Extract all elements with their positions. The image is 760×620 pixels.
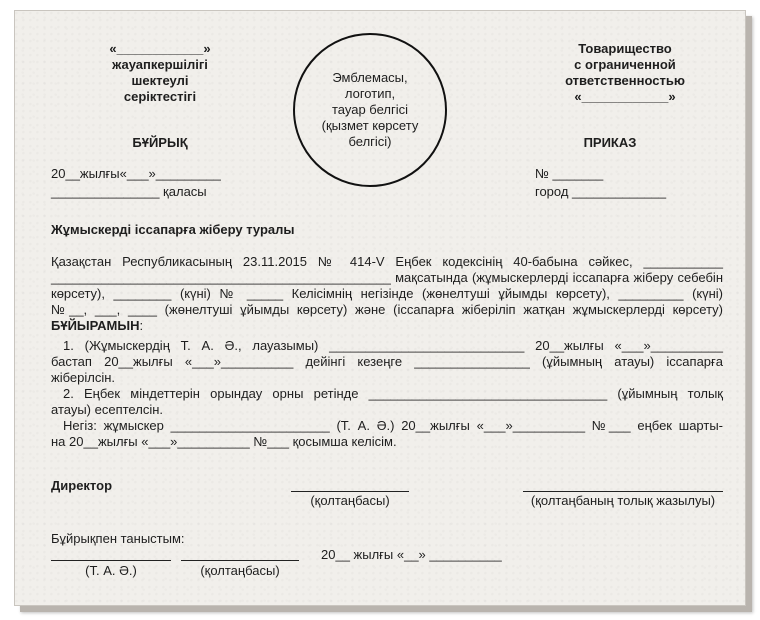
p2-line3: жіберілсін.: [51, 370, 115, 385]
emblem-line2: логотип,: [344, 86, 396, 101]
acquainted-signature-line: [181, 560, 299, 561]
order-date-kz: 20__жылғы«___»_________: [51, 166, 221, 181]
director-signature-line: [291, 491, 409, 492]
right-header: [535, 41, 715, 105]
acquainted-signature-caption: (қолтаңбасы): [200, 563, 280, 578]
right-header-line2: с ограниченной: [574, 57, 676, 72]
order-title-ru: ПРИКАЗ: [583, 135, 637, 150]
order-title-kz: БҰЙРЫҚ: [132, 135, 188, 150]
right-header-line3: ответственностью: [565, 73, 685, 88]
emblem-placeholder: [293, 33, 447, 187]
document-page: [14, 10, 746, 606]
order-word-line: [51, 318, 723, 334]
order-city-kz: _______________ қаласы: [51, 184, 207, 199]
emblem-line5: белгісі): [348, 134, 392, 149]
body-items: [51, 338, 723, 450]
left-header-line1: жауапкершілігі: [112, 57, 208, 72]
order-number-ru: № _______: [535, 166, 604, 181]
emblem-line4: (қызмет көрсету: [321, 118, 419, 133]
acquainted-label: Бұйрықпен таныстым:: [51, 531, 185, 546]
director-signature-caption: (қолтаңбасы): [310, 493, 390, 508]
acquainted-date-line: 20__ жылғы «__» __________: [321, 547, 502, 562]
director-label: Директор: [51, 478, 113, 493]
p4-line2: на 20__жылғы «___»__________ №___ қосымша келісім.: [51, 434, 397, 449]
left-header-quote-line: «____________»: [109, 41, 211, 56]
p3-line2: атауы) есептелсін.: [51, 402, 163, 417]
right-header-line1: Товарищество: [578, 41, 672, 56]
acquainted-fio-line: [51, 560, 171, 561]
order-city-ru: город _____________: [535, 184, 667, 199]
p1-line2: _______________________________________________ мақсатында (жұмыскерлерді іссапарға жіберу себебін: [51, 270, 723, 285]
director-fullname-line: [523, 491, 723, 492]
left-header-line2: шектеулі: [131, 73, 189, 88]
document-subject: Жұмыскерді іссапарға жіберу туралы: [51, 222, 295, 237]
p1-line1: Қазақстан Республикасының 23.11.2015 № 414-V Еңбек кодексінің 40-бабына сәйкес, ___________: [51, 254, 723, 269]
p4-line1: Негіз: жұмыскер ______________________ (Т. А. Ә.) 20__жылғы «___»__________ №___ еңбек шарты-: [63, 418, 723, 433]
order-word: БҰЙЫРАМЫН: [51, 318, 140, 333]
acquainted-fio-caption: (Т. А. Ә.): [85, 563, 137, 578]
body-paragraph-1: [51, 254, 723, 334]
director-fullname-caption: (қолтаңбаның толық жазылуы): [530, 493, 716, 508]
p3-line1: 2. Еңбек міндеттерін орындау орны ретінде _________________________________ (ұйымның толық: [63, 386, 723, 401]
left-header-line3: серіктестігі: [123, 89, 197, 104]
p2-line2: бастап 20__жылғы «___»__________ дейінгі кезеңге ________________ (ұйымның атауы) іссапарға: [51, 354, 723, 369]
p2-line1: 1. (Жұмыскердің Т. А. Ә., лауазымы) ___________________________ 20__жылғы «___»__________: [63, 338, 723, 353]
emblem-line3: тауар белгісі: [331, 102, 408, 117]
p1-line4: №__, ___, ____ (жөнелтуші ұйымды көрсету) және (іссапарға жіберіліп жатқан жұмыскерлерді көрсету): [51, 302, 723, 317]
emblem-line1: Эмблемасы,: [332, 70, 408, 85]
right-header-quote-line: «____________»: [574, 89, 676, 104]
order-word-colon: :: [139, 318, 144, 333]
left-header: [75, 41, 245, 105]
p1-line3: көрсету), ________ (күні) № _____ Келісімнің негізінде (жөнелтуші ұйымды көрсету), _________ (күні): [51, 286, 723, 301]
